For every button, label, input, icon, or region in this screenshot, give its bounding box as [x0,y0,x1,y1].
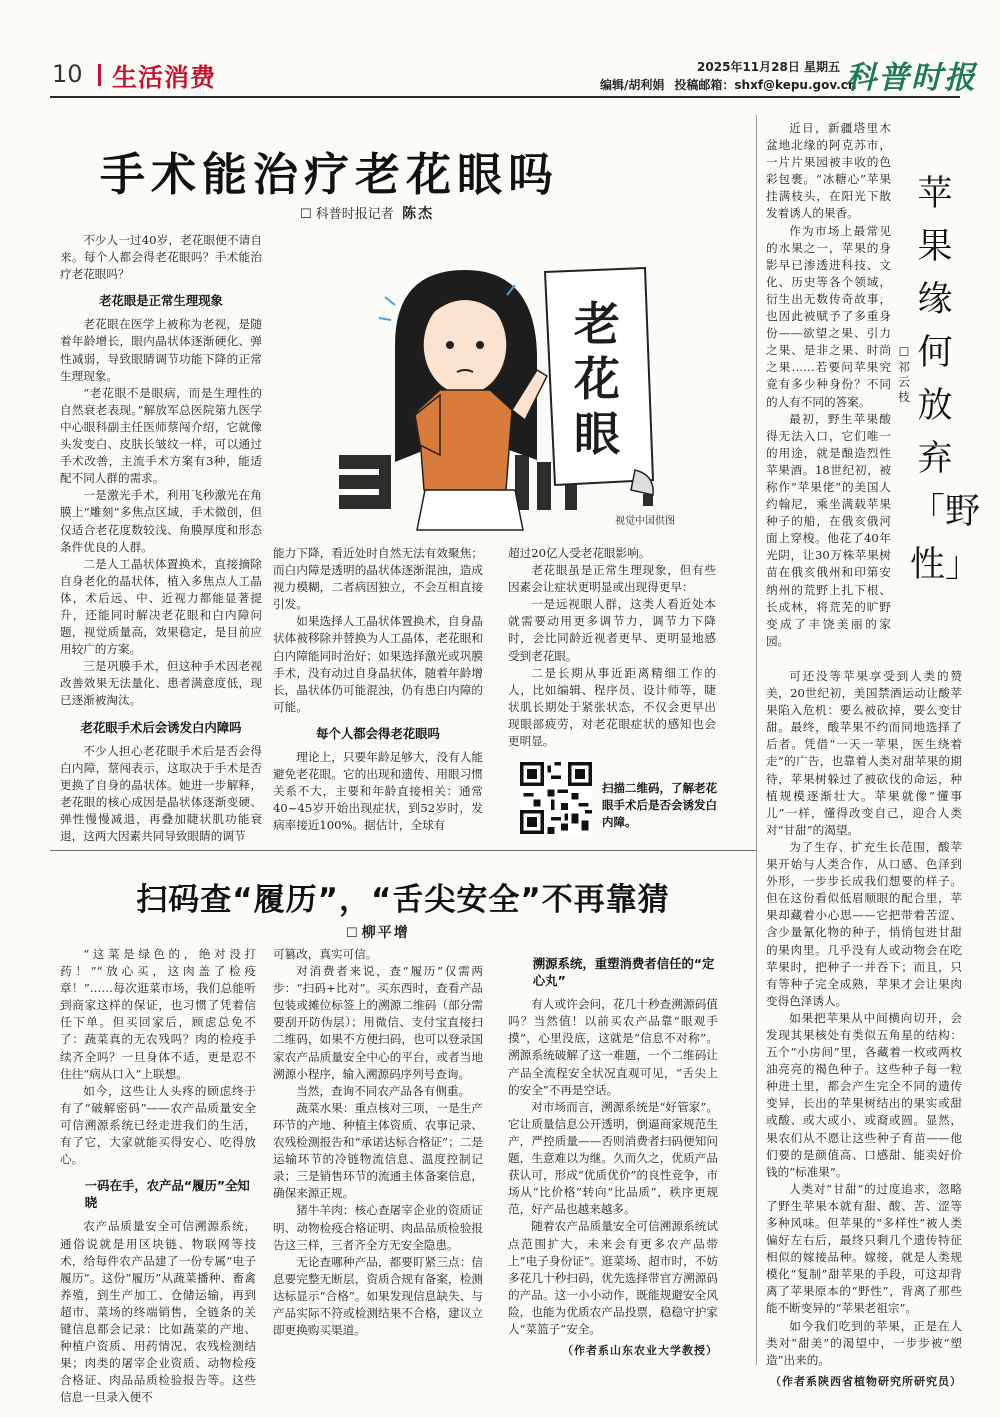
article2-column-3: 溯源系统，重塑消费者信任的“定心丸” 有人或许会问，花几十秒查溯源码值吗？当然值！以前买农产品靠“眼观手摸”，心里没底，这就是“信息不对称”。溯源系统破解了这一难题，一个二维码让产品全流程安全状况直观可见，“舌尖上的安全”不再是空话。 对市场而言，溯源系统是“好管家”。它让质量信息公开透明，倒逼商家规范生产，严控质量——否则消费者扫码便知问题，生意难以为继。久而久之，优质产品获认可，形成“优质优价”的良性竞争，市场从“比价格”转向“比品质”，秩序更规范，好产品也越来越多。 随着农产品质量安全可信溯源系统试点范围扩大，未来会有更多农产品带上“电子身份证”。逛菜场、超市时，不妨多花几十秒扫码，优先选择带官方溯源码的产品。这一小小动作，既能规避安全风险，也能为优质农产品投票，稳稳守护家人“菜篮子”安全。 （作者系山东农业大学教授） [508,946,718,1359]
article1-column-1: 不少人一过40岁，老花眼便不请自来。每个人都会得老花眼吗？手术能治疗老花眼吗？ 老花眼是正常生理现象 老花眼在医学上被称为老视，是随着年龄增长，眼内晶状体逐渐硬化、弹性减弱，导致眼睛调节功能下降的正常生理现象。 “老花眼不是眼病，而是生理性的自然衰老表现。”解放军总医院第九医学中心眼科副主任医师蔡闯介绍，它就像头发变白、皮肤长皱纹一样，可以通过手术改善，主流手术方案有3种，能适配不同人群的需求。 一是激光手术，利用飞秒激光在角膜上“雕刻”多焦点区域，手术微创，但仅适合老花度数较浅、角膜厚度和形态条件优良的人群。 二是人工晶状体置换术，直接摘除自身老化的晶状体，植入多焦点人工晶体，术后远、中、近视力都能显著提升，还能同时解决老花眼和白内障问题，视觉质量高，效果稳定，是目前应用较广的方案。 三是巩膜手术，但这种手术因老视改善效果无法量化、患者满意度低，现已逐渐被淘汰。 老花眼手术后会诱发白内障吗 不少人担心老花眼手术后是否会得白内障，蔡闯表示，这取决于手术是否更换了自身的晶状体。她进一步解释，老花眼的核心成因是晶状体逐渐变硬、弹性慢慢减退，再叠加睫状肌功能衰退，这两大因素共同导致眼睛的调节 [60,233,262,844]
sign-char-3: 眼 [574,407,620,461]
article2-column-1: “这菜是绿色的，绝对没打药！”“放心买，这肉盖了检疫章！”……每次逛菜市场，我们总能听到商家这样的保证，也习惯了凭着信任下单。但买回家后，顾虑总免不了：蔬菜真的无农残吗？肉的检疫手续齐全吗？一旦身体不适，更是忍不住往“病从口入”上联想。 如今，这些让人头疼的顾虑终于有了“破解密码”——农产品质量安全可信溯源系统已经走进我们的生活，有了它，大家就能买得安心、吃得放心。 一码在手，农产品“履历”全知晓 农产品质量安全可信溯源系统，通俗说就是用区块链、物联网等技术，给每件农产品建了一份专属“电子履历”。这份“履历”从蔬菜播种、畜禽养殖，到生产加工、仓储运输，再到超市、菜场的终端销售，全链条的关键信息都会记录：比如蔬菜的产地、种植户资质、用药情况、农残检测结果；肉类的屠宰企业资质、动物检疫合格证、肉品品质检验报告等。这些信息一旦录入便不 [60,947,256,1405]
subheading: 溯源系统，重塑消费者信任的“定心丸” [532,956,715,989]
article1-illustration [275,250,745,535]
article2-column-2: 可篡改，真实可信。 对消费者来说，查“履历”仅需两步：“扫码+比对”。买东西时，查看产品包装或摊位标签上的溯源二维码（部分需要刮开防伪层）；用微信、支付宝直接扫二维码，如果不方便扫码，也可以登录国家农产品质量安全中心的平台，或者当地溯源小程序，输入溯源码序列号查询。 当然，查询不同农产品各有侧重。 蔬菜水果：重点核对三项，一是生产环节的产地、种植主体资质、农事记录、农残检测报告和“承诺达标合格证”；二是运输环节的冷链物流信息、温度控制记录；三是销售环节的流通主体备案信息，确保来源正规。 猪牛羊肉：核心查屠宰企业的资质证明、动物检疫合格证明、肉品品质检验报告这三样，三者齐全方无安全隐患。 无论查哪种产品，都要盯紧三点：信息要完整无断层，资质合规有备案，检测达标显示“合格”。如果发现信息缺失、与产品实际不符或检测结果不合格，建议立即更换购买渠道。 [273,947,483,1338]
editor: 编辑/胡利娟 [600,78,665,92]
sign-char-1: 老 [574,297,620,351]
article3-column-a: 近日，新疆塔里木盆地北缘的阿克苏市，一片片果园被丰收的色彩包裹。“冰糖心”苹果挂满枝头，在阳光下散发着诱人的果香。 作为市场上最常见的水果之一，苹果的身影早已渗透进科技、文化、历史等各个领域，衍生出无数传奇故事，也因此被赋予了多重身份——欲望之果、引力之果、是非之果、时尚之果……若要问苹果究竟有多少种身份？不同的人有不同的答案。 最初，野生苹果酸得无法入口，它们唯一的用途，就是酿造烈性苹果酒。18世纪初，被称作“苹果佬”的美国人约翰尼，乘坐满载苹果种子的船，在俄亥俄河面上穿梭。他花了40年光阴，让30万株苹果树苗在俄亥俄州和印第安纳州的荒野上扎下根、长成林，将荒芜的旷野变成了丰饶美丽的家园。 [766,121,891,648]
article1-byline: ☐ 科普时报记者 陈杰 [300,206,435,222]
article3-author-note: （作者系陕西省植物研究所研究员） [770,1374,962,1388]
subheading: 一码在手，农产品“履历”全知晓 [84,1178,250,1211]
newspaper-logo: 科普时报 [845,60,977,96]
subheading: 老花眼是正常生理现象 [99,293,223,309]
byline-box-icon: ☐ [300,207,316,222]
illustration-credit: 视觉中国供图 [615,516,675,527]
section-title: 生活消费 [112,63,217,92]
qr-code-icon[interactable] [520,762,592,834]
article3-title: 苹果缘何放弃「野性」 [910,174,981,585]
submission-email: 投稿邮箱：shxf@kepu.gov.cn [674,78,857,92]
article2-title: 扫码查“履历”，“舌尖安全”不再靠猜 [136,882,670,918]
page-number: 10 [52,60,83,88]
article1-column-2: 能力下降，看近处时自然无法有效聚焦；而白内障是透明的晶状体逐渐混浊，造成视力模糊，二者病因独立，不会互相直接引发。 如果选择人工晶状体置换术，自身晶状体被移除并替换为人工晶体，老花眼和白内障能同时治好；如果选择激光或巩膜手术，没有动过自身晶状体，随着年龄增长，晶状体仍可能混浊，仍有患白内障的可能。 每个人都会得老花眼吗 理论上，只要年龄足够大，没有人能避免老花眼。它的出现和遗传、用眼习惯关系不大，主要和年龄直接相关：通常40~45岁开始出现症状，到52岁时，发病率接近100%。据估计，全球有 [273,546,483,833]
subheading: 每个人都会得老花眼吗 [316,725,440,741]
article1-column-3: 超过20亿人受老花眼影响。 老花眼虽是正常生理现象，但有些因素会让症状更明显或出现得更早： 一是远视眼人群，这类人看近处本就需要动用更多调节力，调节力下降时，会比同龄近视者更早、更明显地感受到老花眼。 二是长期从事近距离精细工作的人，比如编辑、程序员、设计师等，睫状肌长期处于紧张状态，不仅会更早出现眼部疲劳，对老花眼症状的感知也会更明显。 [508,546,716,749]
article3-column-b: 可还没等苹果享受到人类的赞美，20世纪初，美国禁酒运动让酸苹果陷入危机：要么被砍掉，要么变甘甜。最终，酸苹果不约而同地选择了后者。凭借“一天一苹果，医生绕着走”的广告，也靠着人类对甜苹果的期待，苹果树躲过了被砍伐的命运，种植规模逐渐壮大。苹果就像“懂事儿”一样，懂得改变自己，迎合人类对“甘甜”的渴望。 为了生存、扩充生长范围，酸苹果开始与人类合作，从口感、色泽到外形，一步步长成我们想要的样子。但在这份看似低眉顺眼的配合里，苹果却藏着小心思——它把带着苦涩、含少量氰化物的种子，悄悄包进甘甜的果肉里。几乎没有人或动物会在吃苹果时，把种子一并吞下；而且，只有等种子完全成熟，苹果才会让果肉变得色泽诱人。 如果把苹果从中间横向切开，会发现其果核处有类似五角星的结构：五个“小房间”里，各藏着一枚或两枚油亮亮的褐色种子。这些种子每一粒种进土里，都会产生完全不同的遗传变异，长出的苹果树结出的果实或甜或酸、或大或小、或裔或圆。显然，果农们从不愿让这些种子育苗——他们要的是颜值高、口感甜、能卖好价钱的“标准果”。 人类对“甘甜”的过度追求，忽略了野生苹果本就有甜、酸、苦、涩等多种风味。但苹果的“多样性”被人类偏好左右后，最终只剩几个遗传特征相似的嫁接品种。嫁接，就是人类规模化“复制”甜苹果的手段，可这却背离了苹果原本的“野性”，背离了那些能不断变异的“苹果老祖宗”。 如今我们吃到的苹果，正是在人类对“甜美”的渴望中，一步步被“塑造”出来的。 （作者系陕西省植物研究所研究员） [766,668,962,1390]
section-rule [50,850,756,851]
article2-byline: ☐ 柳平增 [346,925,410,941]
issue-date: 2025年11月28日 星期五 [697,60,840,74]
article3-byline: ☐ 祁云枝 [897,345,910,404]
header-rule [50,96,960,98]
header-divider [98,64,101,86]
article1-title: 手术能治疗老花眼吗 [100,148,560,201]
byline-box-icon: ☐ [346,926,362,941]
byline-box-icon: ☐ [898,345,910,359]
editor-line [590,76,857,93]
subheading: 老花眼手术后会诱发白内障吗 [80,719,242,735]
qr-caption: 扫描二维码，了解老花眼手术后是否会诱发白内障。 [602,781,717,829]
sign-char-2: 花 [574,352,620,406]
article2-author-note: （作者系山东农业大学教授） [562,1344,718,1358]
column-divider [756,115,757,1365]
